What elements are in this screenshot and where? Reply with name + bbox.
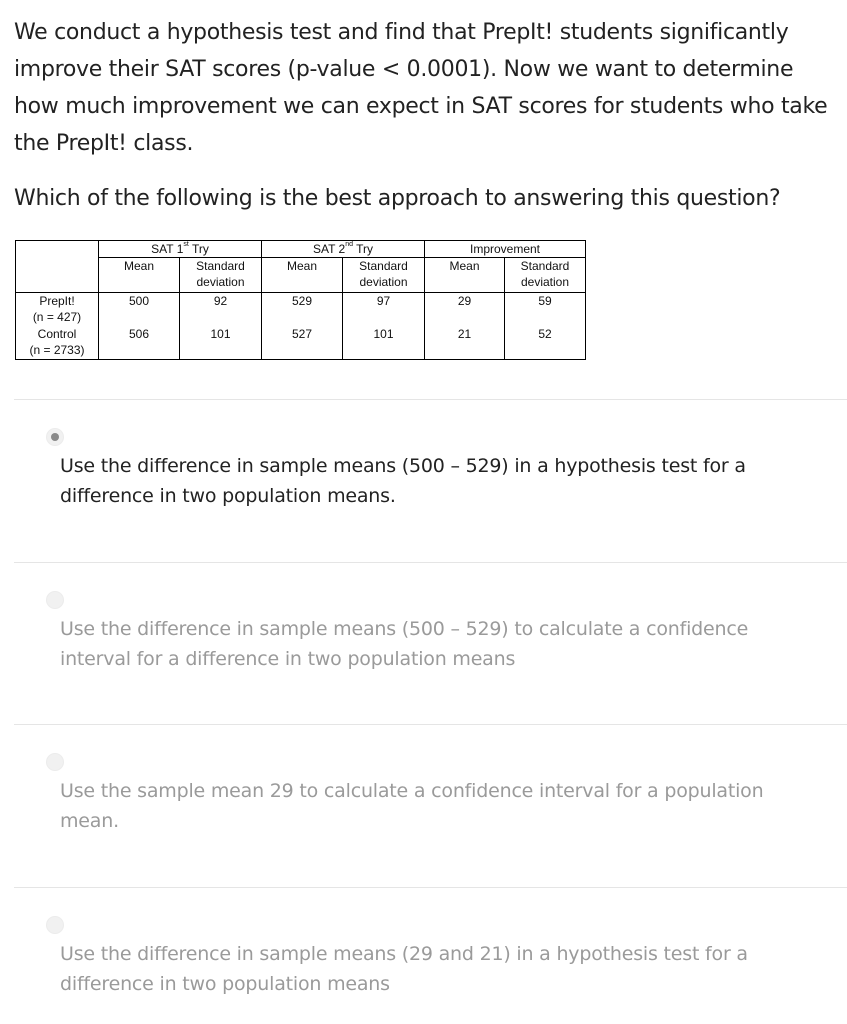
table-cell: 101 [180,326,262,360]
row-label-control: Control (n = 2733) [16,326,99,360]
table-row-prepit [16,293,586,327]
divider [14,399,847,400]
table-cell: 97 [343,293,425,327]
option-label[interactable]: Use the difference in sample means (29 and 21) in a hypothesis test for a difference in two population means [60,943,748,995]
table-cell: 500 [99,293,180,327]
option-label[interactable]: Use the difference in sample means (500 – 529) to calculate a confidence interval for a difference in two population means [60,618,749,670]
table-cell: 29 [425,293,505,327]
table-cell: 527 [262,326,343,360]
table-cell: 59 [505,293,586,327]
sub-header-mean: Mean [99,258,180,293]
table-cell: 529 [262,293,343,327]
radio-button[interactable] [46,591,64,609]
divider [14,887,847,888]
table-cell: 21 [425,326,505,360]
table-row-control [16,326,586,360]
row-label-prepit: PrepIt! (n = 427) [16,293,99,327]
divider [14,724,847,725]
sub-header-sd: Standard deviation [343,258,425,293]
option-label[interactable]: Use the sample mean 29 to calculate a confidence interval for a population mean. [60,780,764,832]
radio-button[interactable] [46,753,64,771]
sub-header-sd: Standard deviation [180,258,262,293]
radio-button[interactable] [46,916,64,934]
table-cell: 101 [343,326,425,360]
sub-header-sd: Standard deviation [505,258,586,293]
table-sub-header-row [16,258,586,293]
question-prompt: Which of the following is the best approach to answering this question? [14,186,781,211]
radio-button-selected[interactable] [46,428,64,446]
option-label[interactable]: Use the difference in sample means (500 – 529) in a hypothesis test for a difference in two population means. [60,455,746,507]
sub-header-mean: Mean [425,258,505,293]
table-corner-cell [16,241,99,293]
sub-header-mean: Mean [262,258,343,293]
divider [14,562,847,563]
table-cell: 92 [180,293,262,327]
group-header-sat-second-try: SAT 2nd Try [262,241,425,258]
sat-scores-table [15,240,586,360]
group-header-improvement: Improvement [425,241,586,258]
group-header-sat-first-try: SAT 1st Try [99,241,262,258]
question-intro: We conduct a hypothesis test and find that PrepIt! students significantly improve their SAT scores (p-value < 0.0001). Now we want to determine how much improvement we can expect in SAT scores for students who take the PrepIt! class. [14,20,828,156]
table-group-header-row [16,241,586,258]
table-cell: 506 [99,326,180,360]
table-cell: 52 [505,326,586,360]
